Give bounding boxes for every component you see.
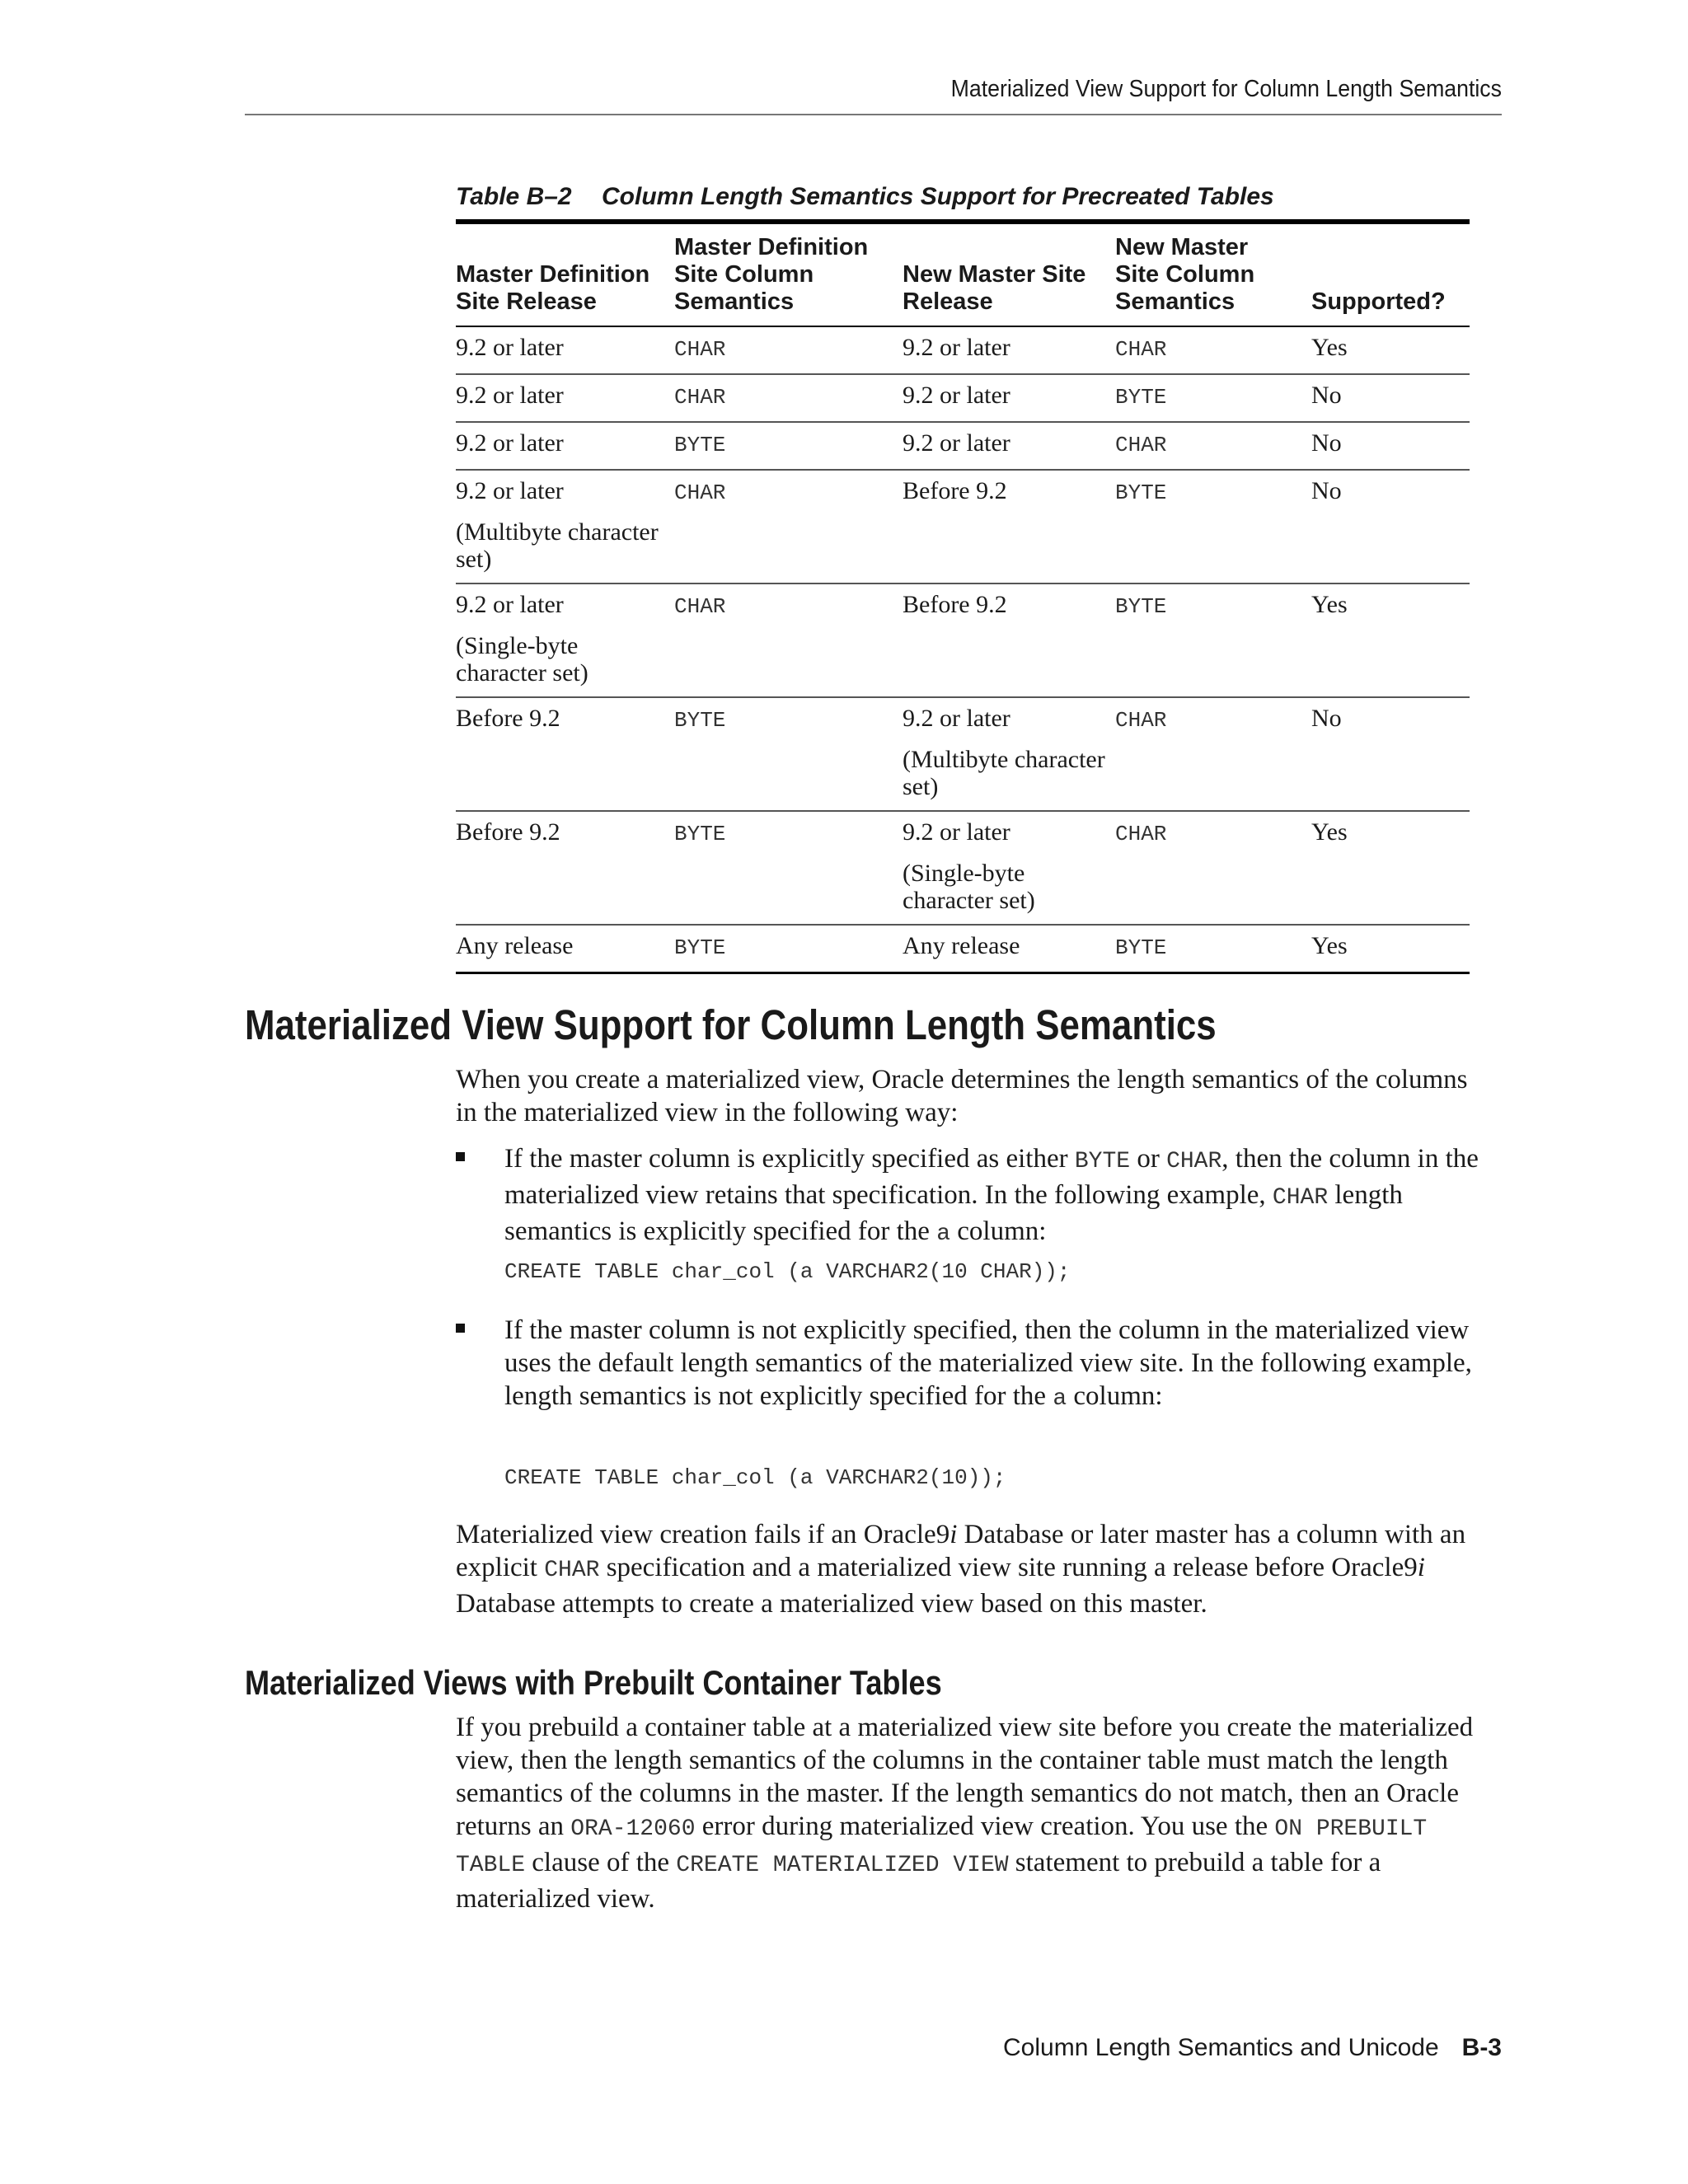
header-master-semantics: Master Definition Site Column Semantics bbox=[674, 224, 903, 326]
cell-new-semantics: CHAR bbox=[1115, 697, 1311, 811]
cell-new-semantics: CHAR bbox=[1115, 422, 1311, 470]
cell-new-semantics: CHAR bbox=[1115, 811, 1311, 925]
table-row bbox=[456, 583, 1470, 697]
table-row bbox=[456, 697, 1470, 811]
cell-master-release: Before 9.2 bbox=[456, 811, 674, 925]
code-example: CREATE TABLE char_col (a VARCHAR2(10)); bbox=[504, 1465, 1006, 1490]
running-header: Materialized View Support for Column Length Semantics bbox=[950, 76, 1502, 102]
cell-new-semantics: CHAR bbox=[1115, 326, 1311, 374]
charset-note: (Multibyte character set) bbox=[456, 518, 659, 573]
table-row bbox=[456, 925, 1470, 973]
cell-new-semantics: BYTE bbox=[1115, 583, 1311, 697]
semantics-support-table bbox=[456, 219, 1470, 974]
bullet-text: If the master column is explicitly specified as either BYTE or CHAR, then the column in the materialized view retains that specification. In the following example, CHAR length semantics is explicitly specified for the a column: bbox=[504, 1144, 1479, 1247]
bullet-square-icon bbox=[456, 1152, 465, 1161]
charset-note: (Multibyte character set) bbox=[903, 746, 1105, 800]
cell-master-release: 9.2 or later bbox=[456, 374, 674, 422]
footer-book-title: Column Length Semantics and Unicode bbox=[1003, 2034, 1439, 2061]
cell-master-release: 9.2 or later (Multibyte character set) bbox=[456, 470, 674, 583]
cell-new-semantics: BYTE bbox=[1115, 470, 1311, 583]
header-rule bbox=[245, 114, 1502, 115]
cell-master-release: 9.2 or later bbox=[456, 326, 674, 374]
cell-new-release: Before 9.2 bbox=[903, 583, 1115, 697]
table-body bbox=[456, 326, 1470, 973]
cell-supported: Yes bbox=[1311, 583, 1470, 697]
header-master-release: Master Definition Site Release bbox=[456, 224, 674, 326]
cell-supported: No bbox=[1311, 697, 1470, 811]
cell-master-release: 9.2 or later bbox=[456, 422, 674, 470]
cell-new-release: 9.2 or later bbox=[903, 374, 1115, 422]
list-item bbox=[456, 1142, 1494, 1251]
cell-new-release: 9.2 or later bbox=[903, 326, 1115, 374]
table-row bbox=[456, 811, 1470, 925]
page-footer bbox=[742, 2034, 1502, 2062]
header-supported: Supported? bbox=[1311, 224, 1470, 326]
cell-master-semantics: BYTE bbox=[674, 925, 903, 973]
cell-supported: No bbox=[1311, 422, 1470, 470]
table-row bbox=[456, 470, 1470, 583]
cell-master-semantics: BYTE bbox=[674, 811, 903, 925]
cell-master-semantics: CHAR bbox=[674, 374, 903, 422]
cell-new-release: 9.2 or later (Single-byte character set) bbox=[903, 811, 1115, 925]
closing-paragraph: Materialized view creation fails if an Oracle9i Database or later master has a column with an explicit CHAR specification and a materialized view site running a release before Oracle9i Database attempts to create a materialized view based on this master. bbox=[456, 1520, 1466, 1619]
cell-new-semantics: BYTE bbox=[1115, 925, 1311, 973]
subsection-heading: Materialized Views with Prebuilt Container Tables bbox=[245, 1663, 942, 1702]
cell-supported: No bbox=[1311, 374, 1470, 422]
table-row bbox=[456, 422, 1470, 470]
charset-note: (Single-byte character set) bbox=[903, 860, 1035, 914]
cell-supported: No bbox=[1311, 470, 1470, 583]
section-heading: Materialized View Support for Column Length Semantics bbox=[245, 1001, 1217, 1048]
intro-paragraph: When you create a materialized view, Oracle determines the length semantics of the columns in the materialized view in the following way: bbox=[456, 1065, 1468, 1127]
cell-master-semantics: BYTE bbox=[674, 697, 903, 811]
header-new-semantics: New Master Site Column Semantics bbox=[1115, 224, 1311, 326]
charset-note: (Single-byte character set) bbox=[456, 632, 588, 687]
header-new-release: New Master Site Release bbox=[903, 224, 1115, 326]
code-example: CREATE TABLE char_col (a VARCHAR2(10 CHAR)); bbox=[504, 1259, 1071, 1284]
cell-new-release: Any release bbox=[903, 925, 1115, 973]
cell-master-release: 9.2 or later (Single-byte character set) bbox=[456, 583, 674, 697]
cell-master-semantics: CHAR bbox=[674, 326, 903, 374]
cell-master-release: Before 9.2 bbox=[456, 697, 674, 811]
table-header-row bbox=[456, 224, 1470, 326]
table-caption-title: Column Length Semantics Support for Precreated Tables bbox=[602, 183, 1274, 210]
cell-master-release: Any release bbox=[456, 925, 674, 973]
list-item bbox=[456, 1314, 1494, 1416]
table-row bbox=[456, 326, 1470, 374]
cell-master-semantics: BYTE bbox=[674, 422, 903, 470]
cell-new-release: 9.2 or later bbox=[903, 422, 1115, 470]
prebuilt-paragraph: If you prebuild a container table at a materialized view site before you create the materialized view, then the length semantics of the columns in the container table must match the length semantics of the columns in the master. If the length semantics do not match, then an Oracle returns an ORA-12060 error during materialized view creation. You use the ON PREBUILT TABLE clause of the CREATE MATERIALIZED VIEW statement to prebuild a table for a materialized view. bbox=[456, 1713, 1474, 1914]
cell-master-semantics: CHAR bbox=[674, 583, 903, 697]
cell-new-release: 9.2 or later (Multibyte character set) bbox=[903, 697, 1115, 811]
bullet-text: If the master column is not explicitly specified, then the column in the materialized view uses the default length semantics of the materialized view site. In the following example, length semantics is not explicitly specified for the a column: bbox=[504, 1315, 1472, 1412]
cell-master-semantics: CHAR bbox=[674, 470, 903, 583]
cell-supported: Yes bbox=[1311, 811, 1470, 925]
cell-new-semantics: BYTE bbox=[1115, 374, 1311, 422]
cell-supported: Yes bbox=[1311, 925, 1470, 973]
page-number: B-3 bbox=[1461, 2034, 1502, 2061]
cell-supported: Yes bbox=[1311, 326, 1470, 374]
table-caption bbox=[456, 183, 1470, 211]
bullet-square-icon bbox=[456, 1324, 465, 1333]
table-caption-number: Table B–2 bbox=[456, 183, 572, 210]
cell-new-release: Before 9.2 bbox=[903, 470, 1115, 583]
table-row bbox=[456, 374, 1470, 422]
